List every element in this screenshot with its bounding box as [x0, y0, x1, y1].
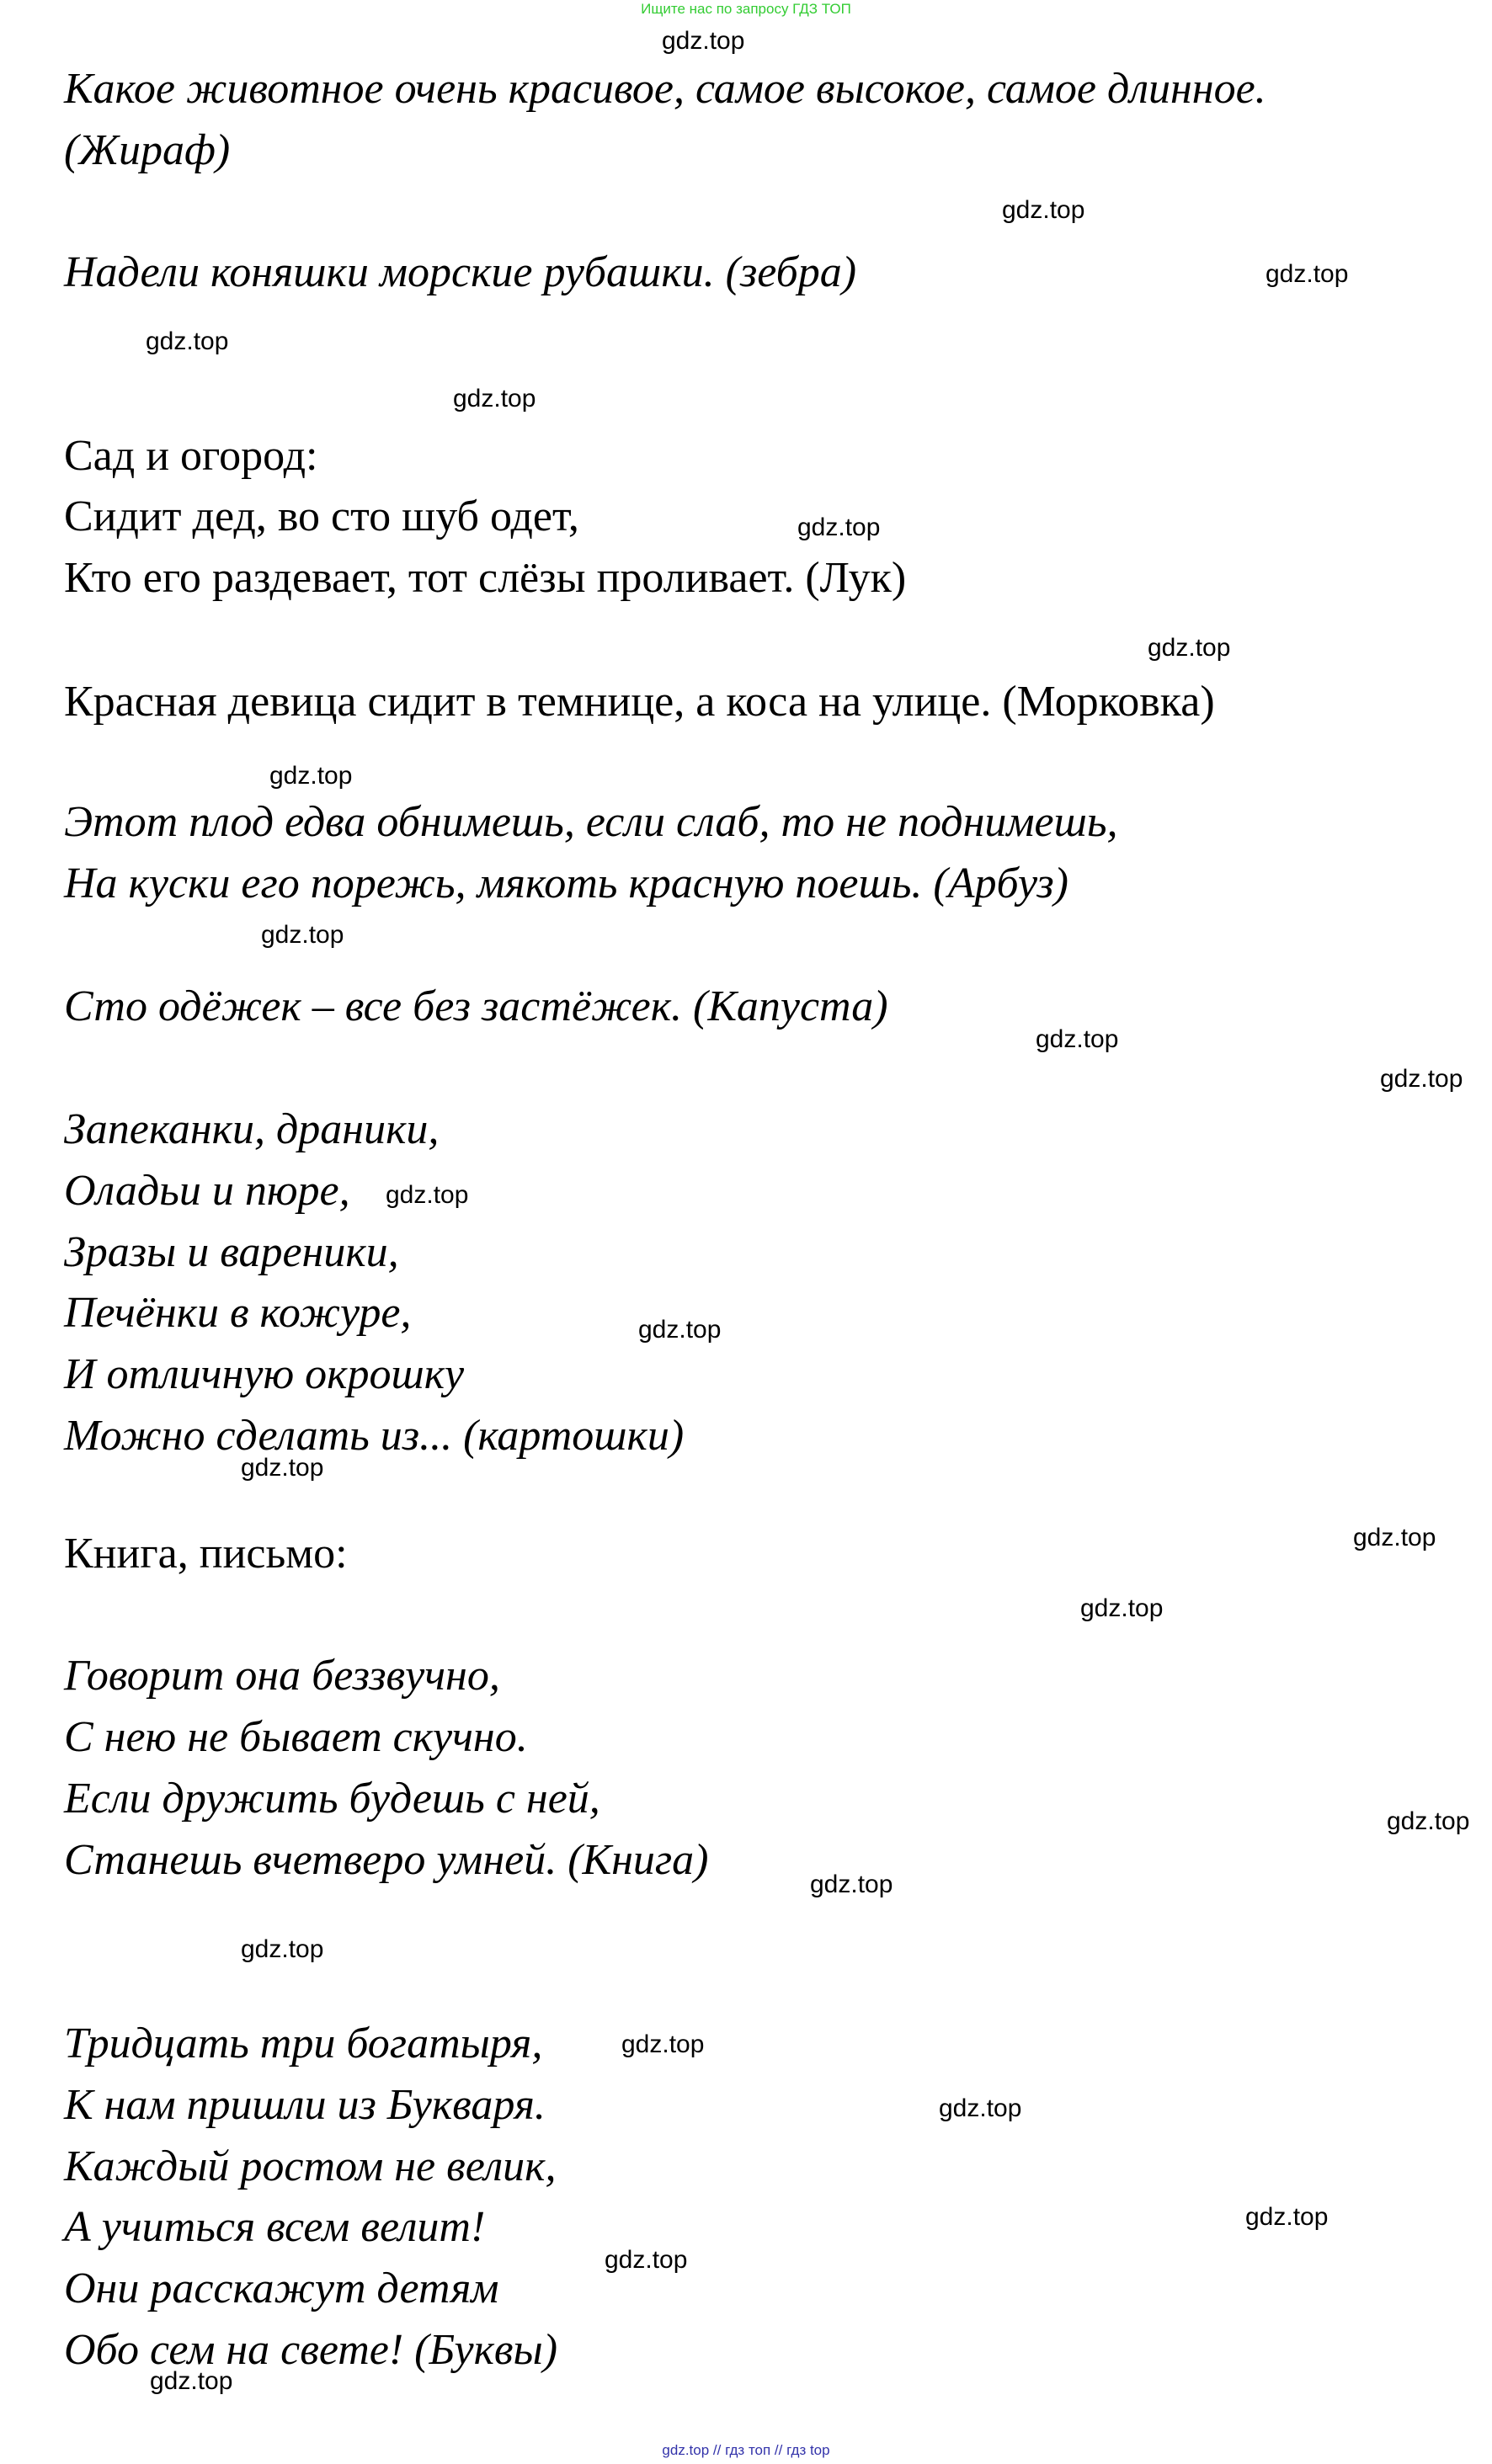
watermark: gdz.top — [810, 1871, 893, 1898]
riddle-letters-line-5: Они расскажут детям — [64, 2264, 499, 2312]
riddle-watermelon-line-2: На куски его порежь, мякоть красную поешь. (Арбуз) — [64, 859, 1068, 907]
watermark: gdz.top — [146, 327, 229, 355]
watermark: gdz.top — [1245, 2203, 1329, 2231]
riddle-potato-line-6: Можно сделать из... (картошки) — [64, 1412, 685, 1460]
watermark: gdz.top — [638, 1316, 722, 1344]
watermark: gdz.top — [939, 2094, 1022, 2122]
watermark: gdz.top — [1353, 1524, 1436, 1551]
riddle-letters-line-4: А учиться всем велит! — [64, 2203, 486, 2251]
riddle-cabbage-line-1: Сто одёжек – все без застёжек. (Капуста) — [64, 982, 888, 1030]
watermark: gdz.top — [150, 2367, 233, 2395]
watermark: gdz.top — [1387, 1807, 1470, 1835]
watermark: gdz.top — [1380, 1065, 1463, 1093]
riddle-book-line-2: С нею не бывает скучно. — [64, 1713, 528, 1761]
riddle-potato-line-3: Зразы и вареники, — [64, 1228, 399, 1276]
riddle-potato-line-5: И отличную окрошку — [64, 1350, 465, 1398]
top-banner[interactable]: Ищите нас по запросу ГДЗ ТОП — [641, 1, 851, 17]
watermark: gdz.top — [261, 921, 344, 949]
watermark: gdz.top — [386, 1181, 469, 1209]
watermark: gdz.top — [1148, 634, 1231, 662]
watermark: gdz.top — [453, 385, 536, 412]
watermark: gdz.top — [1266, 260, 1349, 288]
riddle-giraffe-line-2: (Жираф) — [64, 126, 231, 174]
watermark: gdz.top — [662, 27, 745, 55]
bottom-banner[interactable]: gdz.top // гдз топ // гдз top — [662, 2442, 830, 2458]
riddle-watermelon-line-1: Этот плод едва обнимешь, если слаб, то не поднимешь, — [64, 798, 1118, 846]
riddle-letters-line-6: Обо сем на свете! (Буквы) — [64, 2326, 558, 2374]
watermark: gdz.top — [621, 2030, 705, 2058]
watermark: gdz.top — [797, 514, 881, 541]
riddle-giraffe-line-1: Какое животное очень красивое, самое высокое, самое длинное. — [64, 65, 1266, 113]
riddle-onion-line-2: Кто его раздевает, тот слёзы проливает. (Лук) — [64, 554, 907, 602]
section-heading-book: Книга, письмо: — [64, 1530, 348, 1578]
watermark: gdz.top — [269, 762, 353, 790]
riddle-letters-line-3: Каждый ростом не велик, — [64, 2142, 557, 2190]
section-heading-garden: Сад и огород: — [64, 432, 318, 480]
watermark: gdz.top — [1036, 1025, 1119, 1053]
watermark: gdz.top — [605, 2246, 688, 2274]
riddle-potato-line-4: Печёнки в кожуре, — [64, 1289, 412, 1337]
watermark: gdz.top — [1002, 196, 1085, 224]
watermark: gdz.top — [241, 1935, 324, 1963]
watermark: gdz.top — [1080, 1594, 1164, 1622]
riddle-letters-line-1: Тридцать три богатыря, — [64, 2020, 543, 2068]
riddle-potato-line-1: Запеканки, драники, — [64, 1105, 440, 1153]
riddle-onion-line-1: Сидит дед, во сто шуб одет, — [64, 492, 579, 540]
riddle-potato-line-2: Оладьи и пюре, — [64, 1167, 350, 1215]
riddle-letters-line-2: К нам пришли из Букваря. — [64, 2081, 546, 2129]
riddle-book-line-3: Если дружить будешь с ней, — [64, 1775, 600, 1823]
riddle-book-line-4: Станешь вчетверо умней. (Книга) — [64, 1836, 709, 1884]
watermark: gdz.top — [241, 1454, 324, 1482]
riddle-zebra-line-1: Надели коняшки морские рубашки. (зебра) — [64, 248, 857, 296]
riddle-carrot-line-1: Красная девица сидит в темнице, а коса на улице. (Морковка) — [64, 678, 1215, 726]
riddle-book-line-1: Говорит она беззвучно, — [64, 1652, 500, 1700]
